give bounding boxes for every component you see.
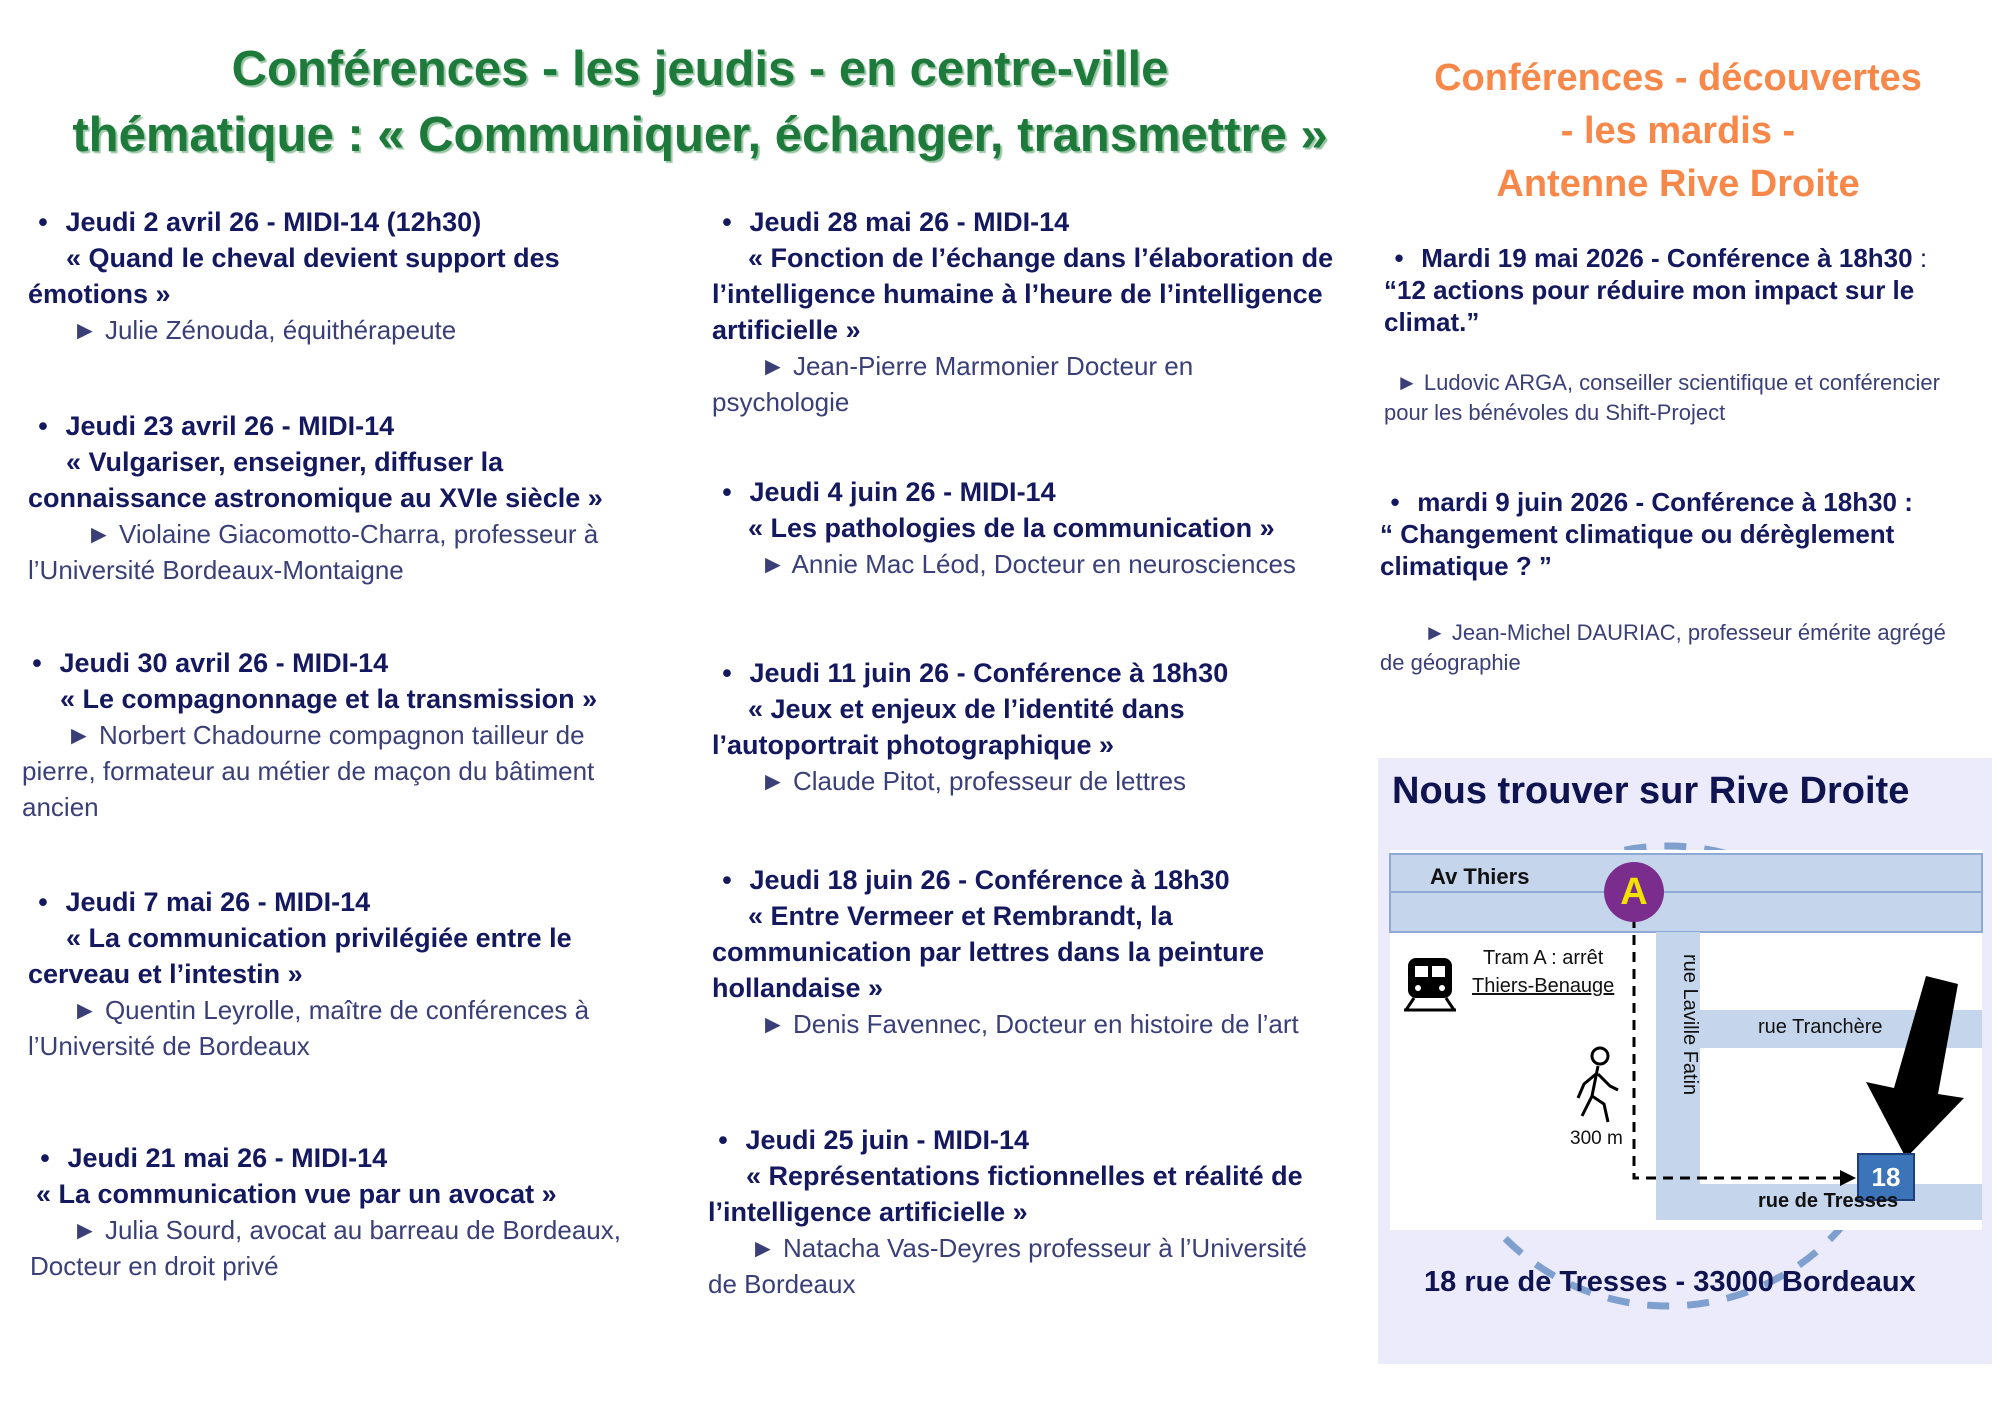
event-date: Jeudi 28 mai 26 - MIDI-14 — [749, 207, 1070, 237]
event-title-cont: connaissance astronomique au XVIe siècle » — [28, 483, 603, 513]
event-date: Jeudi 21 mai 26 - MIDI-14 — [67, 1143, 388, 1173]
bullet: • — [32, 648, 42, 678]
event-date: Jeudi 4 juin 26 - MIDI-14 — [749, 477, 1056, 507]
event-speaker: ► Jean-Pierre Marmonier Docteur en — [760, 351, 1194, 381]
event-title: « La communication privilégiée entre le — [66, 923, 572, 953]
event-speaker-cont: psychologie — [712, 387, 850, 417]
event-speaker-cont: l’Université de Bordeaux — [28, 1031, 310, 1061]
event-card — [28, 884, 648, 1064]
event-speaker-cont: pierre, formateur au métier de maçon du bâtiment — [22, 756, 595, 786]
event-title-cont: hollandaise » — [712, 973, 884, 1003]
event-card — [712, 474, 1352, 582]
event-speaker: ► Norbert Chadourne compagnon tailleur de — [66, 720, 585, 750]
street-label-tresses: rue de Tresses — [1758, 1190, 1899, 1212]
event-title: “12 actions pour réduire mon impact sur le — [1384, 275, 1915, 305]
event-card — [28, 204, 648, 348]
bullet: • — [40, 1143, 50, 1173]
bullet: • — [722, 658, 732, 688]
event-card — [712, 204, 1352, 420]
event-card — [1380, 486, 1980, 678]
tram-letter: A — [1620, 871, 1648, 913]
event-date: Mardi 19 mai 2026 - Conférence à 18h30 — [1421, 243, 1913, 273]
event-card — [712, 655, 1352, 799]
map-panel — [1378, 758, 1992, 1364]
event-speaker-cont: ancien — [22, 792, 99, 822]
event-speaker: ► Julia Sourd, avocat au barreau de Bordeaux, — [72, 1215, 621, 1245]
event-speaker: ► Natacha Vas-Deyres professeur à l’Université — [750, 1233, 1308, 1263]
event-date: Jeudi 23 avril 26 - MIDI-14 — [65, 411, 395, 441]
event-card — [708, 1122, 1348, 1302]
walk-distance: 300 m — [1570, 1128, 1623, 1149]
bullet: • — [718, 1125, 728, 1155]
event-date: mardi 9 juin 2026 - Conférence à 18h30 : — [1417, 487, 1913, 517]
event-card — [712, 862, 1352, 1042]
bullet: • — [38, 411, 48, 441]
bullet: • — [38, 207, 48, 237]
event-speaker: ► Ludovic ARGA, conseiller scientifique et conférencier — [1396, 370, 1940, 395]
bullet: • — [1394, 243, 1404, 273]
event-title-cont: communication par lettres dans la peinture — [712, 937, 1265, 967]
event-speaker-cont: l’Université Bordeaux-Montaigne — [28, 555, 404, 585]
event-date: Jeudi 25 juin - MIDI-14 — [745, 1125, 1030, 1155]
event-speaker: ► Quentin Leyrolle, maître de conférences à — [72, 995, 590, 1025]
bullet: • — [722, 207, 732, 237]
event-date: Jeudi 30 avril 26 - MIDI-14 — [59, 648, 389, 678]
event-title-cont: l’intelligence artificielle » — [708, 1197, 1028, 1227]
event-date-suffix: : — [1912, 243, 1928, 273]
event-speaker-cont: de Bordeaux — [708, 1269, 856, 1299]
event-date: Jeudi 11 juin 26 - Conférence à 18h30 — [749, 658, 1229, 688]
event-date: Jeudi 7 mai 26 - MIDI-14 — [65, 887, 371, 917]
event-title: « Entre Vermeer et Rembrandt, la — [748, 901, 1173, 931]
tuesday-section-title — [1378, 52, 1978, 211]
event-speaker-cont: Docteur en droit privé — [30, 1251, 279, 1281]
page-title — [60, 36, 1340, 168]
event-title-cont: l’autoportrait photographique » — [712, 730, 1114, 760]
event-title: « Représentations fictionnelles et réalité de — [746, 1161, 1303, 1191]
bullet: • — [1390, 487, 1400, 517]
tram-stop-label — [1472, 944, 1614, 1000]
event-title: « Vulgariser, enseigner, diffuser la — [66, 447, 504, 477]
street-label-laville-fatin: rue Laville Fatin — [1679, 954, 1701, 1096]
title-line-2: thématique : « Communiquer, échanger, transmettre » — [72, 108, 1328, 162]
event-speaker: ► Annie Mac Léod, Docteur en neurosciences — [760, 549, 1296, 579]
event-title: « La communication vue par un avocat » — [36, 1179, 557, 1209]
event-title: « Jeux et enjeux de l’identité dans — [748, 694, 1185, 724]
event-speaker: ► Claude Pitot, professeur de lettres — [760, 766, 1187, 796]
event-title-cont: émotions » — [28, 279, 171, 309]
event-speaker: ► Julie Zénouda, équithérapeute — [72, 315, 457, 345]
building-number: 18 — [1871, 1162, 1901, 1192]
event-date: Jeudi 2 avril 26 - MIDI-14 (12h30) — [65, 207, 482, 237]
event-speaker-cont: de géographie — [1380, 650, 1521, 675]
event-title: “ Changement climatique ou dérèglement — [1380, 519, 1895, 549]
event-card — [22, 645, 662, 825]
event-title: « Fonction de l’échange dans l’élaboration de — [748, 243, 1334, 273]
event-card — [1384, 242, 1984, 428]
event-title-cont: artificielle » — [712, 315, 861, 345]
event-speaker: ► Violaine Giacomotto-Charra, professeur à — [86, 519, 599, 549]
bullet: • — [38, 887, 48, 917]
event-card — [30, 1140, 660, 1284]
map-address: 18 rue de Tresses - 33000 Bordeaux — [1424, 1266, 1916, 1298]
tram-stop-line-2: Thiers-Benauge — [1472, 975, 1615, 997]
street-label-av-thiers: Av Thiers — [1430, 864, 1530, 889]
event-title-cont: l’intelligence humaine à l’heure de l’intelligence — [712, 279, 1323, 309]
title-line-1: Conférences - les jeudis - en centre-ville — [231, 42, 1169, 96]
event-title-cont: climat.” — [1384, 307, 1480, 337]
bullet: • — [722, 865, 732, 895]
event-title-cont: climatique ? ” — [1380, 551, 1552, 581]
event-title-cont: cerveau et l’intestin » — [28, 959, 303, 989]
map-title: Nous trouver sur Rive Droite — [1392, 770, 1910, 812]
event-card — [28, 408, 648, 588]
event-title: « Les pathologies de la communication » — [748, 513, 1275, 543]
event-title: « Le compagnonnage et la transmission » — [60, 684, 598, 714]
tram-stop-line-1: Tram A : arrêt — [1482, 947, 1604, 969]
event-speaker: ► Jean-Michel DAURIAC, professeur émérite agrégé — [1424, 620, 1946, 645]
event-speaker-cont: pour les bénévoles du Shift-Project — [1384, 400, 1726, 425]
tuesday-title-line-3: Antenne Rive Droite — [1496, 163, 1860, 205]
event-title: « Quand le cheval devient support des — [66, 243, 560, 273]
event-date: Jeudi 18 juin 26 - Conférence à 18h30 — [749, 865, 1230, 895]
street-label-tranchere: rue Tranchère — [1758, 1016, 1883, 1038]
tuesday-title-line-1: Conférences - découvertes — [1434, 57, 1922, 99]
tuesday-title-line-2: - les mardis - — [1560, 110, 1796, 152]
event-speaker: ► Denis Favennec, Docteur en histoire de l’art — [760, 1009, 1299, 1039]
bullet: • — [722, 477, 732, 507]
